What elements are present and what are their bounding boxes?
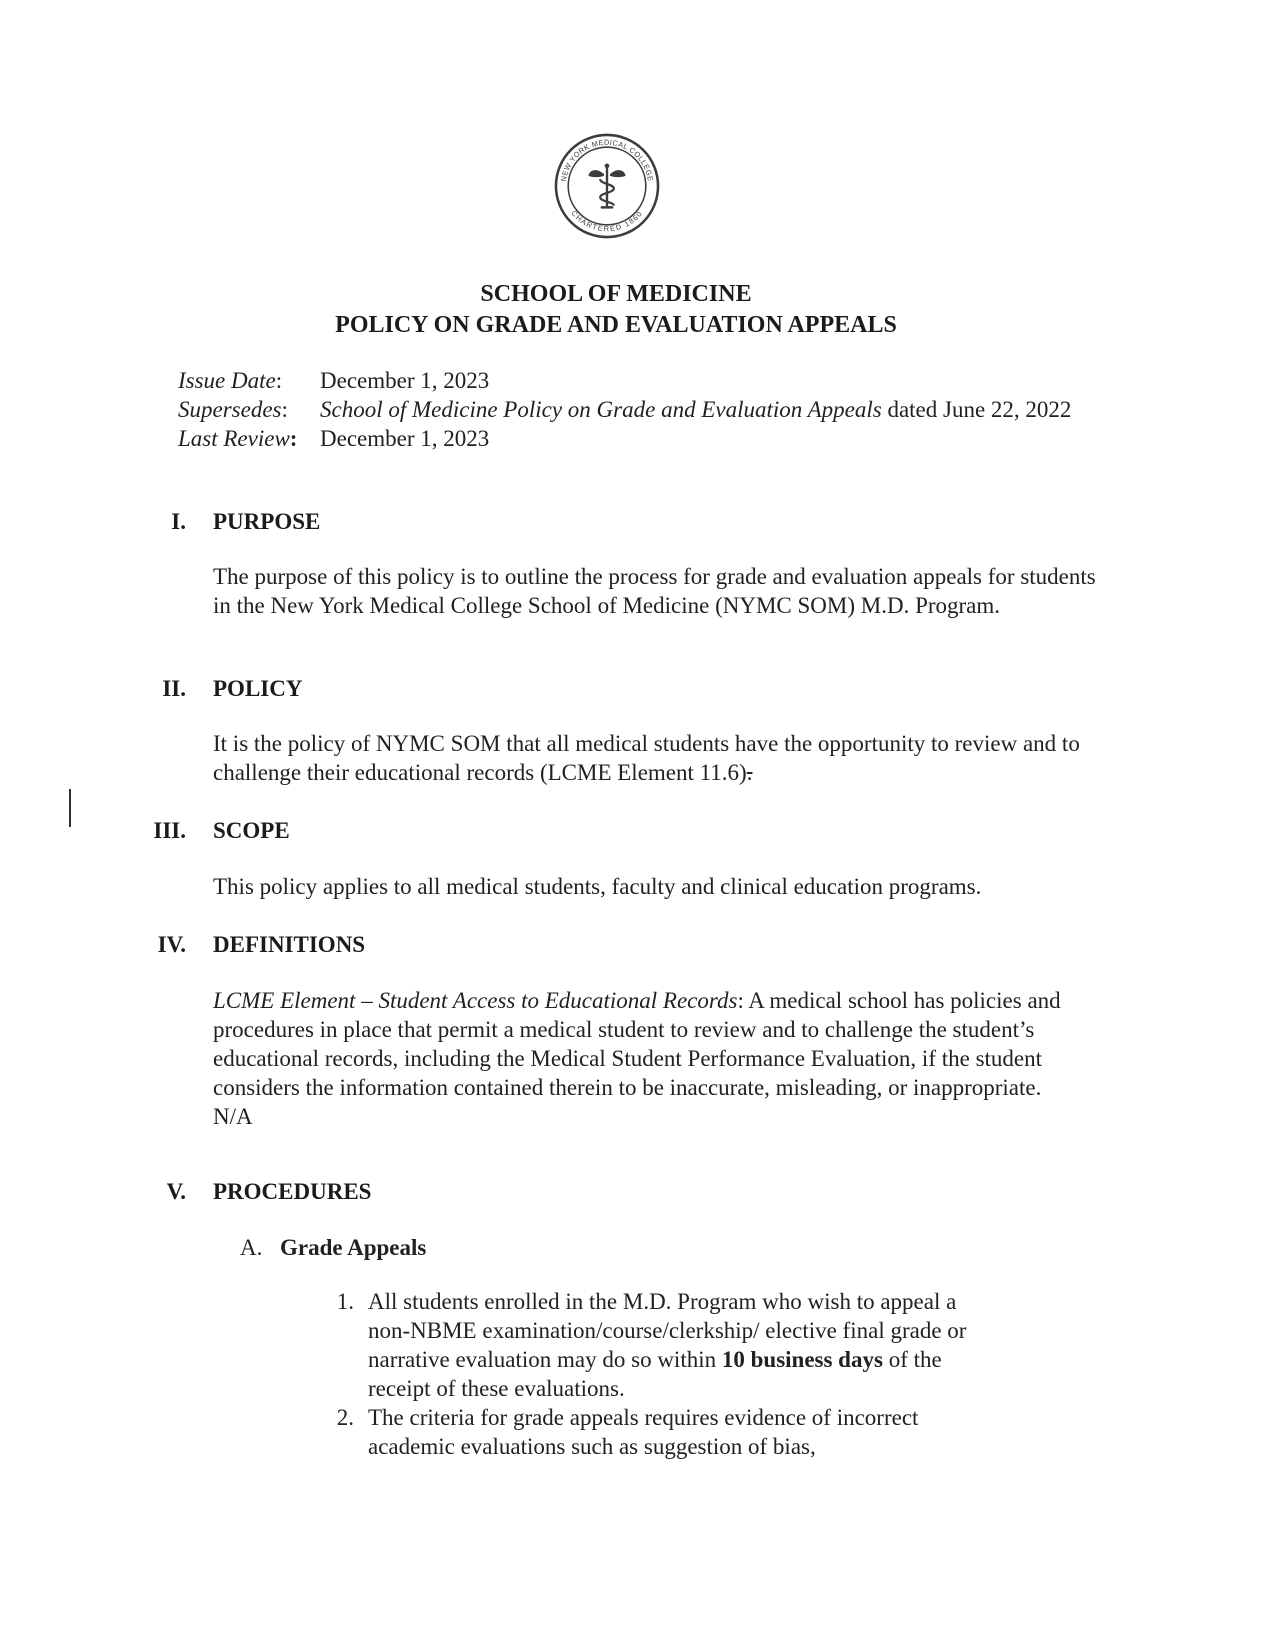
- meta-supersedes-value-date: dated June 22, 2022: [881, 397, 1072, 422]
- struck-period: .: [746, 760, 753, 785]
- meta-last-review-label: Last Review:: [178, 426, 298, 451]
- subsection-grade-appeals: [240, 1233, 426, 1262]
- section-number: IV.: [157, 932, 186, 957]
- definitions-na-line: N/A: [213, 1104, 253, 1129]
- seal-bottom-text: CHARTERED 1860: [569, 208, 645, 234]
- list-item-number: 2.: [336, 1405, 354, 1430]
- section-title: PROCEDURES: [213, 1179, 372, 1204]
- subsection-title: Grade Appeals: [280, 1235, 427, 1260]
- section-title: POLICY: [213, 676, 303, 701]
- doc-title-line-2: POLICY ON GRADE AND EVALUATION APPEALS: [335, 312, 897, 338]
- definition-term: LCME Element – Student Access to Educational Records: [213, 988, 738, 1013]
- meta-issue-date-value: December 1, 2023: [320, 368, 490, 393]
- meta-last-review-value: December 1, 2023: [320, 426, 490, 451]
- subsection-letter: A.: [240, 1235, 263, 1260]
- doc-title-line-1: SCHOOL OF MEDICINE: [480, 281, 752, 307]
- list-item-1: [330, 1287, 980, 1403]
- section-title: DEFINITIONS: [213, 932, 366, 957]
- meta-supersedes-label: Supersedes:: [178, 397, 288, 422]
- meta-supersedes-value-title: School of Medicine Policy on Grade and Evaluation Appeals: [320, 397, 882, 422]
- section-number: I.: [171, 509, 186, 534]
- meta-supersedes-row: [178, 395, 1083, 424]
- meta-issue-date-label: Issue Date:: [178, 368, 283, 393]
- bold-phrase: 10 business days: [721, 1347, 883, 1372]
- policy-text: It is the policy of NYMC SOM that all medical students have the opportunity to review and to challenge their educational records (LCME Element 11.6): [213, 731, 1080, 785]
- policy-paragraph: [213, 729, 1110, 787]
- document-metadata: [178, 366, 1083, 453]
- section-heading-policy: [150, 674, 302, 703]
- section-title: SCOPE: [213, 818, 290, 843]
- section-heading-procedures: [150, 1177, 371, 1206]
- definition-text: : A medical school has policies and procedures in place that permit a medical student to review and to challenge the student’s educational records, including the Medical Student Performance Evaluation, if the student considers the information contained therein to be inaccurate, misleading, or inappropriate.: [213, 988, 1061, 1100]
- section-heading-definitions: [150, 930, 365, 959]
- section-number: II.: [162, 676, 186, 701]
- list-item-2: [330, 1403, 980, 1461]
- purpose-paragraph: The purpose of this policy is to outline the process for grade and evaluation appeals for students in the New York Medical College School of Medicine (NYMC SOM) M.D. Program.: [213, 564, 1096, 618]
- definitions-paragraph: [213, 986, 1110, 1131]
- college-seal: [553, 132, 661, 240]
- document-title: [0, 279, 1232, 341]
- grade-appeals-list: [330, 1287, 980, 1461]
- section-number: V.: [166, 1179, 186, 1204]
- revision-change-bar: [69, 789, 71, 827]
- section-title: PURPOSE: [213, 509, 321, 534]
- college-seal-graphic: [553, 132, 661, 240]
- list-item-text: The criteria for grade appeals requires evidence of incorrect academic evaluations such as suggestion of bias,: [368, 1405, 919, 1459]
- caduceus-icon: [588, 164, 625, 209]
- list-item-text: All students enrolled in the M.D. Program who wish to appeal a non-NBME examination/course/clerkship/ elective final grade or narrative evaluation may do so within 10 business days of the receipt of these evaluations.: [368, 1289, 967, 1401]
- meta-issue-date-row: [178, 366, 1083, 395]
- list-item-number: 1.: [336, 1289, 354, 1314]
- section-number: III.: [153, 818, 186, 843]
- section-heading-purpose: [150, 507, 320, 536]
- meta-last-review-row: [178, 424, 1083, 453]
- seal-top-text: NEW YORK MEDICAL COLLEGE: [558, 137, 656, 183]
- scope-paragraph: This policy applies to all medical students, faculty and clinical education programs.: [213, 874, 982, 899]
- section-heading-scope: [150, 816, 290, 845]
